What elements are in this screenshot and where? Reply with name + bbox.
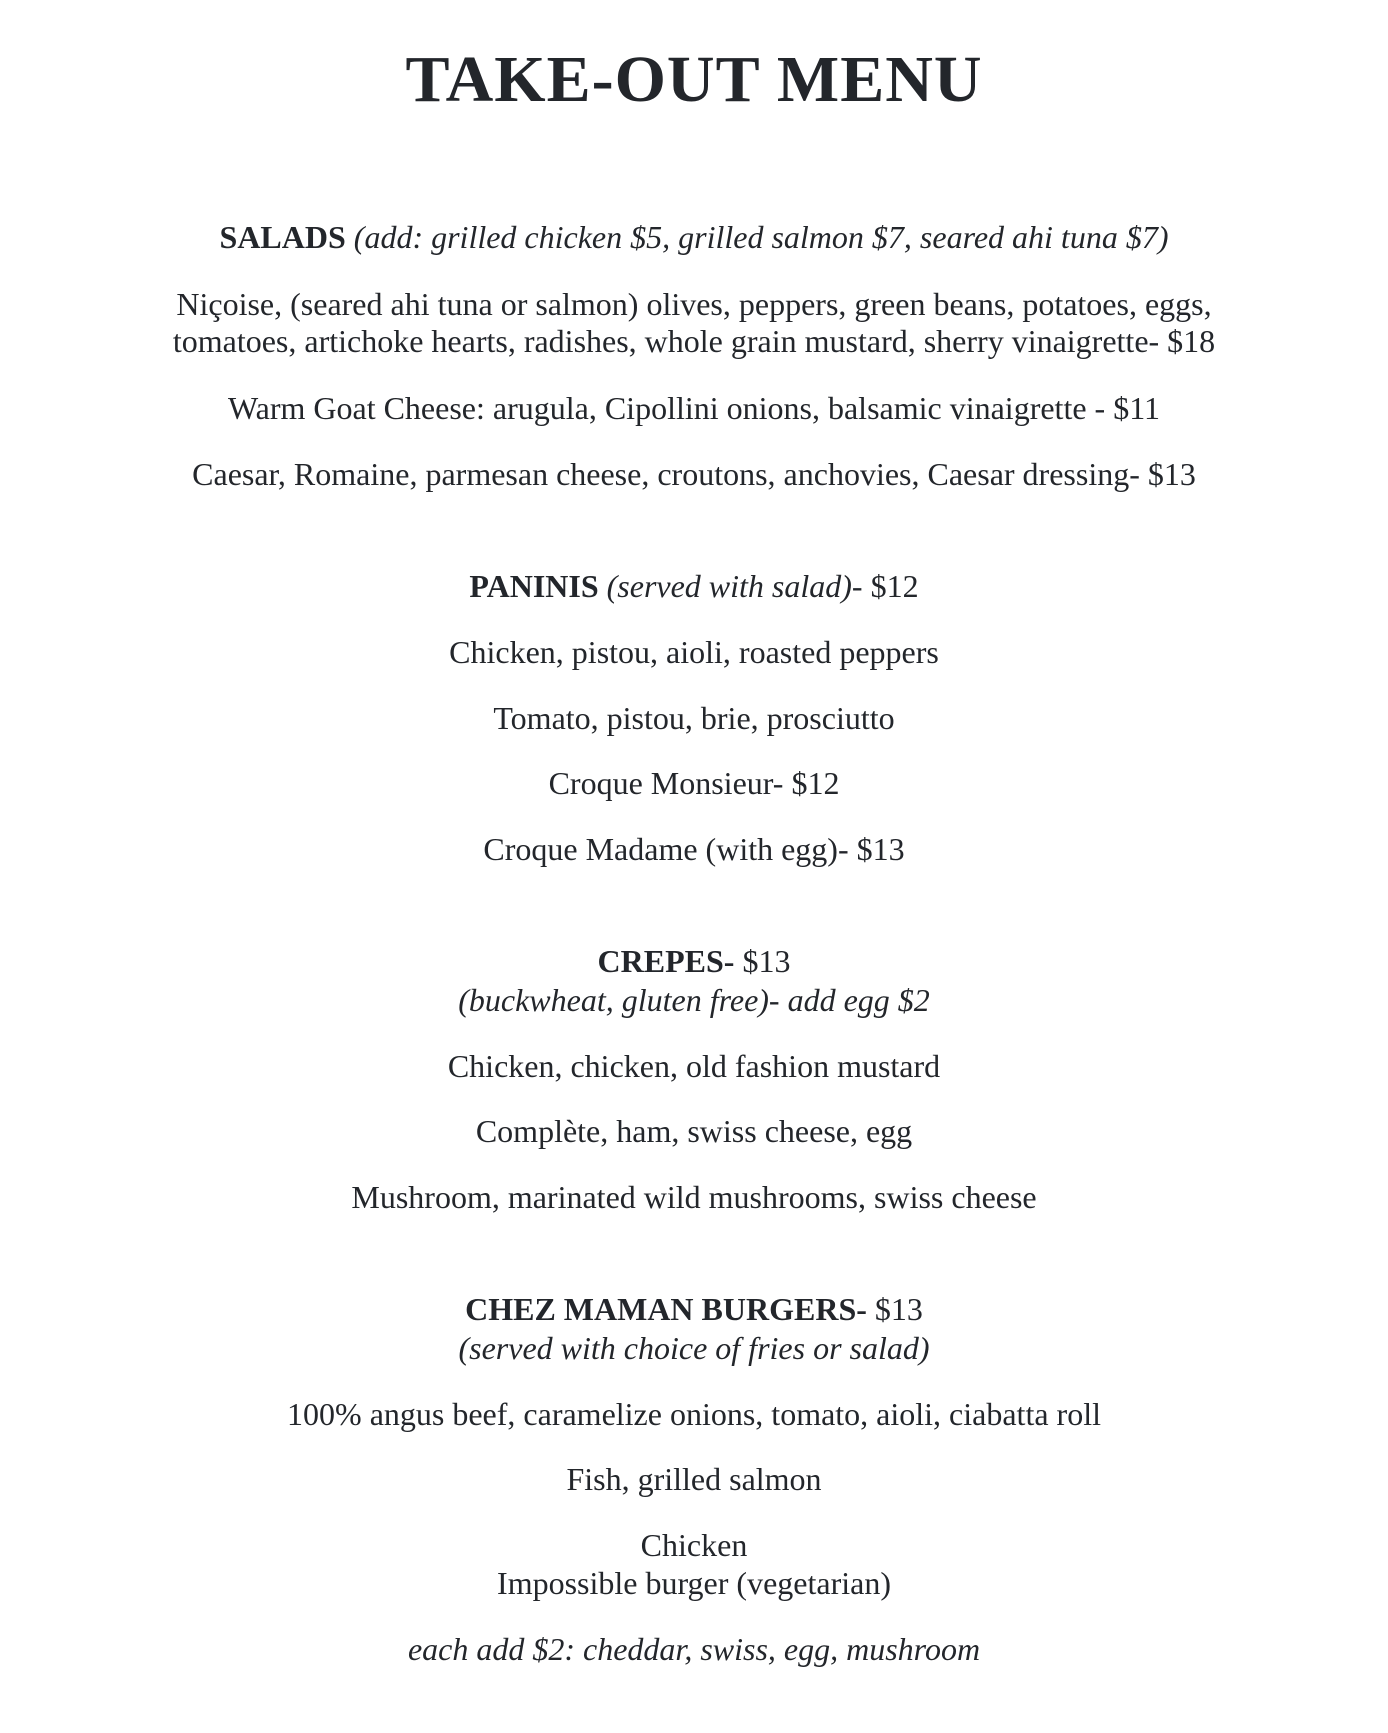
salads-header [0,218,1388,256]
panini-item-tomato: Tomato, pistou, brie, prosciutto [493,700,895,736]
salad-item-caesar: Caesar, Romaine, parmesan cheese, croutons, anchovies, Caesar dressing- $13 [192,456,1196,492]
burgers-addons: each add $2: cheddar, swiss, egg, mushroom [407,1631,981,1667]
page-title: TAKE-OUT MENU [405,43,983,116]
paninis-price: $12 [870,568,919,604]
panini-item-croque-madame: Croque Madame (with egg)- $13 [483,831,905,867]
burger-item-impossible: Impossible burger (vegetarian) [497,1565,891,1601]
panini-item-chicken: Chicken, pistou, aioli, roasted peppers [449,634,939,670]
burgers-header [0,1290,1388,1328]
salad-item-goat-cheese: Warm Goat Cheese: arugula, Cipollini onions, balsamic vinaigrette - $11 [227,390,1160,426]
paninis-note: (served with salad)- [606,568,863,604]
burgers-heading: CHEZ MAMAN BURGERS- [465,1291,867,1327]
crepe-item-chicken: Chicken, chicken, old fashion mustard [447,1048,941,1084]
burgers-price: $13 [874,1291,923,1327]
salad-item-nicoise-line2: tomatoes, artichoke hearts, radishes, whole grain mustard, sherry vinaigrette- $18 [172,323,1216,359]
burger-item-angus: 100% angus beef, caramelize onions, tomato, aioli, ciabatta roll [287,1396,1101,1432]
crepes-note: (buckwheat, gluten free)- add egg $2 [458,982,930,1018]
burger-item-fish: Fish, grilled salmon [566,1461,822,1497]
salad-item-nicoise-line1: Niçoise, (seared ahi tuna or salmon) olives, peppers, green beans, potatoes, eggs, [176,286,1212,322]
paninis-header [0,567,1388,605]
crepes-header [0,942,1388,980]
burger-item-chicken: Chicken [640,1527,748,1563]
crepes-heading: CREPES- [597,943,735,979]
panini-item-croque-monsieur: Croque Monsieur- $12 [548,765,840,801]
burgers-note: (served with choice of fries or salad) [458,1330,930,1366]
crepe-item-mushroom: Mushroom, marinated wild mushrooms, swiss cheese [351,1179,1037,1215]
paninis-heading: PANINIS [469,568,599,604]
crepes-price: $13 [742,943,791,979]
salads-heading: SALADS [219,219,346,255]
salads-note: (add: grilled chicken $5, grilled salmon $7, seared ahi tuna $7) [353,219,1169,255]
crepe-item-complete: Complète, ham, swiss cheese, egg [475,1113,913,1149]
